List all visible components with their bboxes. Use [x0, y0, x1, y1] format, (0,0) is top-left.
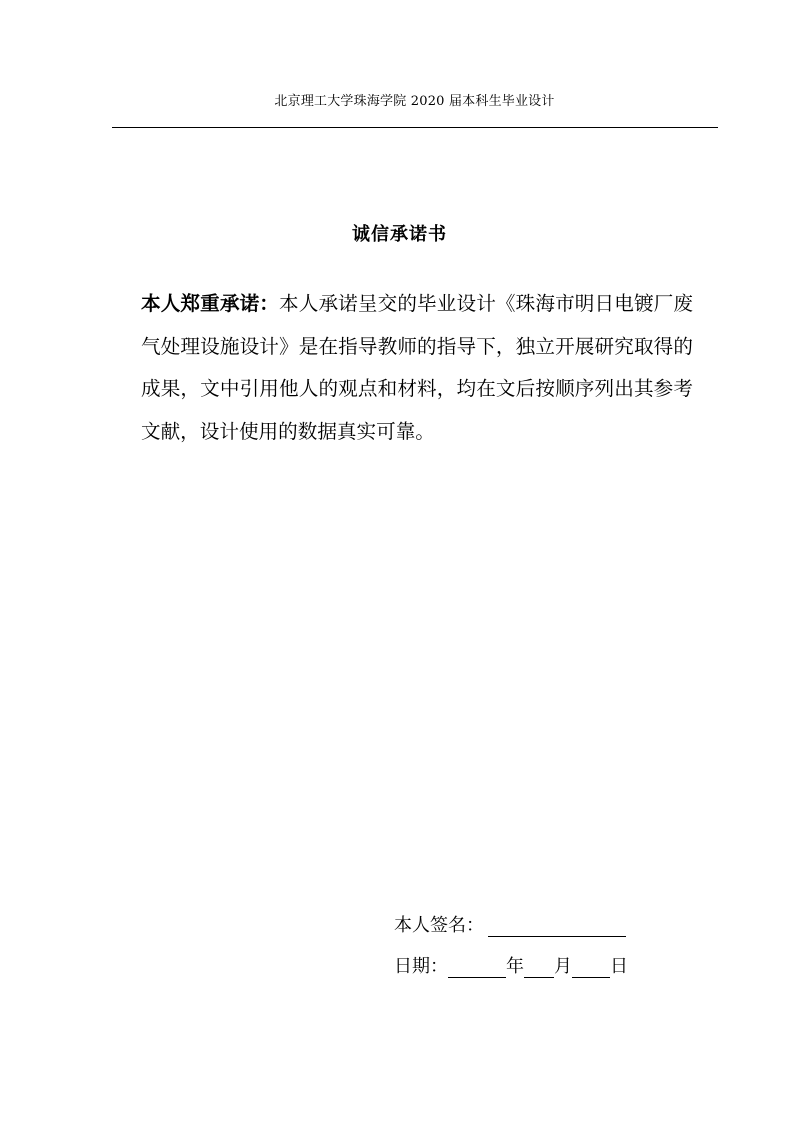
date-label: 日期：	[394, 956, 448, 977]
statement-lead: 本人郑重承诺：	[141, 292, 280, 315]
signature-blank	[488, 916, 626, 937]
signature-line	[394, 913, 626, 939]
day-label: 日	[610, 956, 628, 977]
year-label: 年	[506, 956, 524, 977]
month-blank	[524, 957, 554, 978]
signature-label: 本人签名：	[394, 915, 484, 936]
header-divider	[112, 127, 718, 128]
integrity-statement	[141, 283, 693, 453]
month-label: 月	[554, 956, 572, 977]
date-line	[394, 954, 628, 980]
document-title: 诚信承诺书	[352, 224, 447, 245]
year-blank	[448, 957, 506, 978]
statement-body: 本人承诺呈交的毕业设计《珠海市明日电镀厂废气处理设施设计》是在指导教师的指导下，独立开展研究取得的成果，文中引用他人的观点和材料，均在文后按顺序列出其参考文献，设计使用的数据真实可靠。	[141, 292, 693, 443]
running-header: 北京理工大学珠海学院 2020 届本科生毕业设计	[274, 94, 555, 109]
day-blank	[572, 957, 610, 978]
